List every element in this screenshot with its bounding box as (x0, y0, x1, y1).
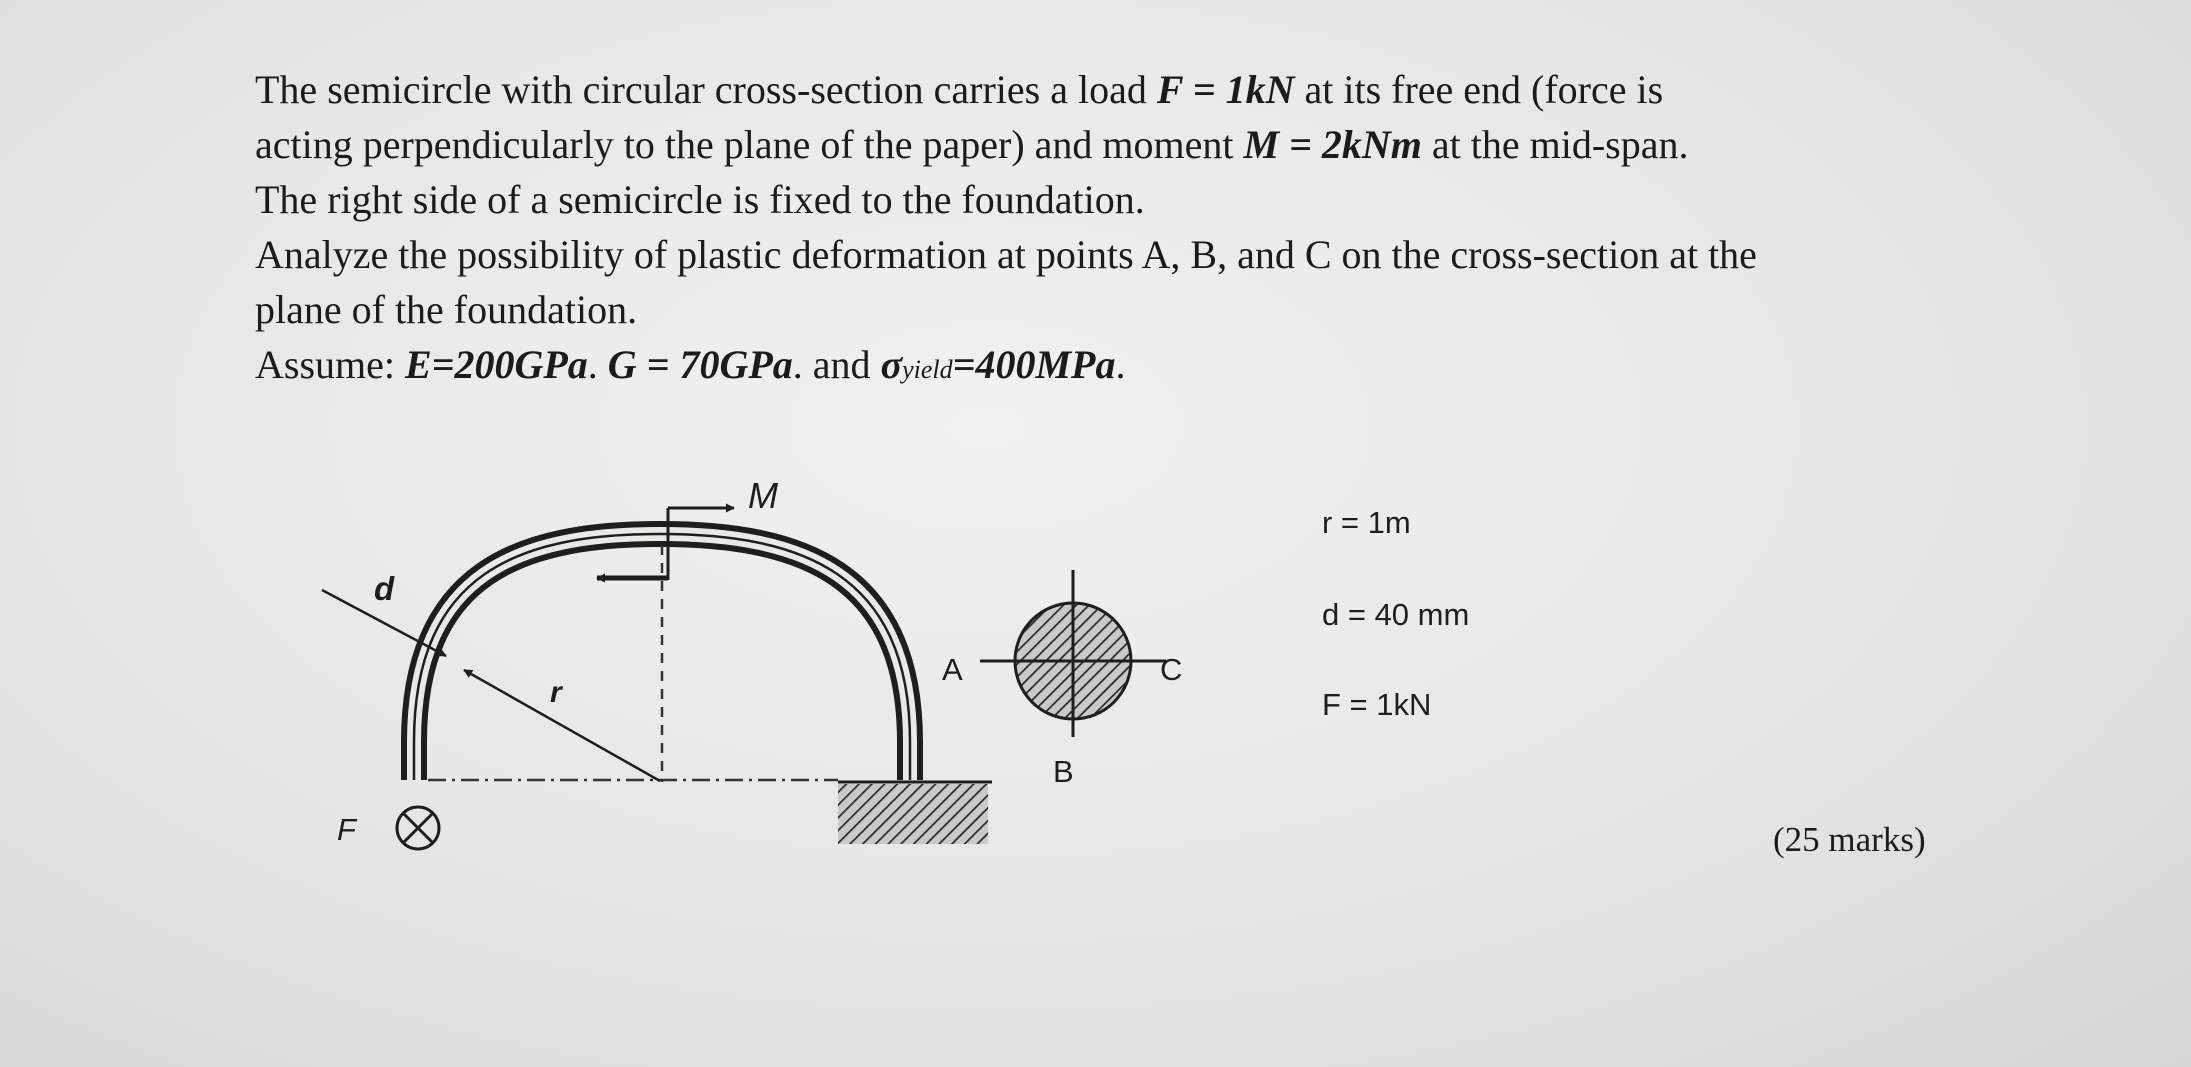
youngs-modulus: E=200GPa (405, 342, 588, 387)
force-label: F (337, 812, 356, 847)
force-into-page-symbol (397, 807, 439, 849)
yield-stress: =400MPa (952, 342, 1116, 387)
problem-line-4: Analyze the possibility of plastic deformation at points A, B, and C on the cross-section at the (255, 232, 1757, 277)
radius-line (464, 670, 660, 781)
radius-label: r (550, 676, 562, 709)
sigma-symbol: σ (880, 342, 903, 387)
shear-modulus: G = 70GPa (607, 342, 793, 387)
moment-label: M (748, 475, 778, 516)
sigma-subscript: yield (902, 355, 953, 384)
moment-value: M = 2kNm (1243, 122, 1422, 167)
point-b-label: B (1053, 754, 1074, 789)
point-c-label: C (1160, 652, 1183, 687)
param-diameter: d = 40 mm (1322, 597, 1470, 632)
problem-line-1: The semicircle with circular cross-section carries a load F = 1kN at its free end (force is (255, 67, 1664, 112)
force-value: F = 1kN (1156, 67, 1295, 112)
param-force: F = 1kN (1322, 687, 1432, 722)
cross-section (980, 570, 1166, 737)
fixed-foundation (838, 784, 988, 844)
param-radius: r = 1m (1322, 505, 1411, 540)
assumptions-line: Assume: E=200GPa. G = 70GPa. and σyield=400MPa. (255, 342, 1126, 387)
problem-line-5: plane of the foundation. (255, 287, 638, 332)
point-a-label: A (942, 652, 963, 687)
diameter-label: d (374, 570, 395, 607)
problem-line-3: The right side of a semicircle is fixed to the foundation. (255, 177, 1145, 222)
problem-line-2: acting perpendicularly to the plane of the paper) and moment M = 2kNm at the mid-span. (255, 122, 1689, 167)
marks-label: (25 marks) (1773, 820, 1926, 859)
